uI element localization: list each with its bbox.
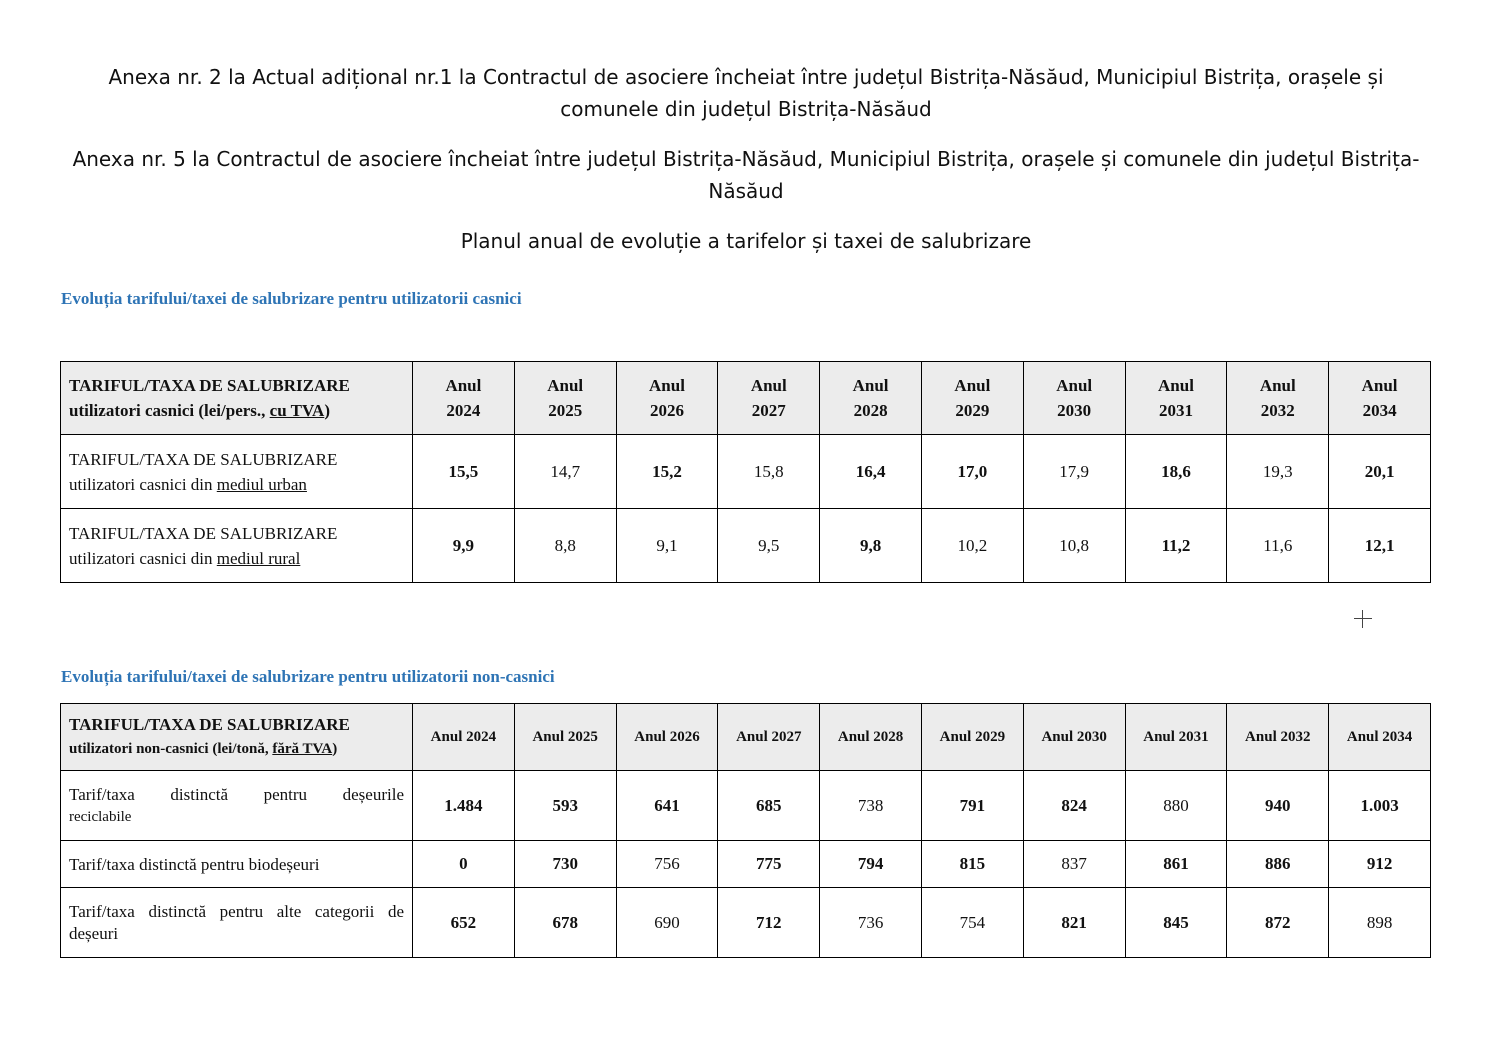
value-cell: 16,4 bbox=[820, 435, 922, 509]
header-label-line1: TARIFUL/TAXA DE SALUBRIZARE bbox=[69, 376, 350, 395]
year-header: Anul 2026 bbox=[616, 704, 718, 771]
value-cell: 794 bbox=[820, 841, 922, 888]
value-cell: 775 bbox=[718, 841, 820, 888]
section-title-noncasnici: Evoluția tarifului/taxei de salubrizare pentru utilizatorii non-casnici bbox=[61, 667, 555, 686]
year-header: Anul 2029 bbox=[921, 704, 1023, 771]
value-cell: 8,8 bbox=[514, 509, 616, 583]
value-cell: 845 bbox=[1125, 888, 1227, 958]
value-cell: 17,9 bbox=[1023, 435, 1125, 509]
value-cell: 15,5 bbox=[413, 435, 515, 509]
value-cell: 824 bbox=[1023, 771, 1125, 841]
year-header: Anul 2026 bbox=[616, 362, 718, 435]
value-cell: 940 bbox=[1227, 771, 1329, 841]
value-cell: 837 bbox=[1023, 841, 1125, 888]
value-cell: 736 bbox=[820, 888, 922, 958]
year-header: Anul 2028 bbox=[820, 704, 922, 771]
value-cell: 880 bbox=[1125, 771, 1227, 841]
crosshair-cursor-icon bbox=[1354, 610, 1372, 628]
year-header: Anul 2027 bbox=[718, 362, 820, 435]
value-cell: 11,6 bbox=[1227, 509, 1329, 583]
year-header: Anul 2028 bbox=[820, 362, 922, 435]
year-header: Anul 2030 bbox=[1023, 362, 1125, 435]
header-label-vat: fără TVA bbox=[272, 741, 333, 757]
year-header: Anul 2029 bbox=[921, 362, 1023, 435]
header-label-line2: utilizatori casnici (lei/pers., bbox=[69, 401, 270, 420]
value-cell: 712 bbox=[718, 888, 820, 958]
value-cell: 9,5 bbox=[718, 509, 820, 583]
header-label-close: ) bbox=[332, 741, 338, 757]
year-header: Anul 2024 bbox=[413, 704, 515, 771]
value-cell: 12,1 bbox=[1329, 509, 1431, 583]
document-title: Planul anual de evoluție a tarifelor și taxei de salubrizare bbox=[460, 229, 1032, 253]
value-cell: 898 bbox=[1329, 888, 1431, 958]
value-cell: 754 bbox=[921, 888, 1023, 958]
value-cell: 15,2 bbox=[616, 435, 718, 509]
value-cell: 738 bbox=[820, 771, 922, 841]
year-header: Anul 2024 bbox=[413, 362, 515, 435]
value-cell: 872 bbox=[1227, 888, 1329, 958]
year-header: Anul 2030 bbox=[1023, 704, 1125, 771]
value-cell: 791 bbox=[921, 771, 1023, 841]
table-casnici bbox=[60, 361, 1431, 583]
value-cell: 15,8 bbox=[718, 435, 820, 509]
header-label-cell bbox=[61, 704, 413, 771]
value-cell: 690 bbox=[616, 888, 718, 958]
row-label: TARIFUL/TAXA DE SALUBRIZARE utilizatori casnici din mediul rural bbox=[61, 509, 413, 583]
table-row-rural bbox=[61, 509, 1431, 583]
year-header: Anul 2034 bbox=[1329, 362, 1431, 435]
header-label-close: ) bbox=[324, 401, 330, 420]
value-cell: 14,7 bbox=[514, 435, 616, 509]
table-row-alte-categorii bbox=[61, 888, 1431, 958]
value-cell: 821 bbox=[1023, 888, 1125, 958]
value-cell: 593 bbox=[514, 771, 616, 841]
value-cell: 815 bbox=[921, 841, 1023, 888]
value-cell: 641 bbox=[616, 771, 718, 841]
row-label: Tarif/taxa distinctă pentru biodeșeuri bbox=[61, 841, 413, 888]
annex-heading-2: Anexa nr. 5 la Contractul de asociere încheiat între județul Bistrița-Năsăud, Municipiul Bistrița, orașele și comunele din județul Bistrița-Năsăud bbox=[72, 147, 1420, 203]
value-cell: 861 bbox=[1125, 841, 1227, 888]
value-cell: 886 bbox=[1227, 841, 1329, 888]
table-row-urban bbox=[61, 435, 1431, 509]
year-header: Anul 2031 bbox=[1125, 362, 1227, 435]
value-cell: 0 bbox=[413, 841, 515, 888]
header-label-cell bbox=[61, 362, 413, 435]
value-cell: 1.003 bbox=[1329, 771, 1431, 841]
value-cell: 18,6 bbox=[1125, 435, 1227, 509]
year-header: Anul 2032 bbox=[1227, 362, 1329, 435]
value-cell: 17,0 bbox=[921, 435, 1023, 509]
value-cell: 678 bbox=[514, 888, 616, 958]
value-cell: 1.484 bbox=[413, 771, 515, 841]
value-cell: 11,2 bbox=[1125, 509, 1227, 583]
header-label-vat: cu TVA bbox=[269, 401, 325, 420]
value-cell: 10,2 bbox=[921, 509, 1023, 583]
row-label: Tarif/taxa distinctă pentru alte categorii de deșeuri bbox=[61, 888, 413, 958]
year-header: Anul 2031 bbox=[1125, 704, 1227, 771]
value-cell: 19,3 bbox=[1227, 435, 1329, 509]
value-cell: 10,8 bbox=[1023, 509, 1125, 583]
table-header-row bbox=[61, 362, 1431, 435]
value-cell: 9,8 bbox=[820, 509, 922, 583]
value-cell: 9,9 bbox=[413, 509, 515, 583]
annex-heading-1: Anexa nr. 2 la Actual adițional nr.1 la Contractul de asociere încheiat între județul Bistrița-Năsăud, Municipiul Bistrița, orașele și comunele din județul Bistrița-Năsăud bbox=[108, 65, 1384, 121]
value-cell: 730 bbox=[514, 841, 616, 888]
year-header: Anul 2025 bbox=[514, 704, 616, 771]
table-row-biodeseuri bbox=[61, 841, 1431, 888]
year-header: Anul 2034 bbox=[1329, 704, 1431, 771]
table-header-row bbox=[61, 704, 1431, 771]
value-cell: 9,1 bbox=[616, 509, 718, 583]
row-label: TARIFUL/TAXA DE SALUBRIZARE utilizatori casnici din mediul urban bbox=[61, 435, 413, 509]
year-header: Anul 2027 bbox=[718, 704, 820, 771]
table-row-reciclabile bbox=[61, 771, 1431, 841]
value-cell: 685 bbox=[718, 771, 820, 841]
value-cell: 912 bbox=[1329, 841, 1431, 888]
value-cell: 20,1 bbox=[1329, 435, 1431, 509]
value-cell: 756 bbox=[616, 841, 718, 888]
year-header: Anul 2032 bbox=[1227, 704, 1329, 771]
header-label-line1: TARIFUL/TAXA DE SALUBRIZARE bbox=[69, 715, 350, 734]
value-cell: 652 bbox=[413, 888, 515, 958]
table-noncasnici bbox=[60, 703, 1431, 958]
header-label-line2: utilizatori non-casnici (lei/tonă, bbox=[69, 741, 273, 757]
year-header: Anul 2025 bbox=[514, 362, 616, 435]
section-title-casnici: Evoluția tarifului/taxei de salubrizare pentru utilizatorii casnici bbox=[61, 289, 522, 308]
row-label: Tarif/taxa distinctă pentru deșeurile reciclabile bbox=[61, 771, 413, 841]
